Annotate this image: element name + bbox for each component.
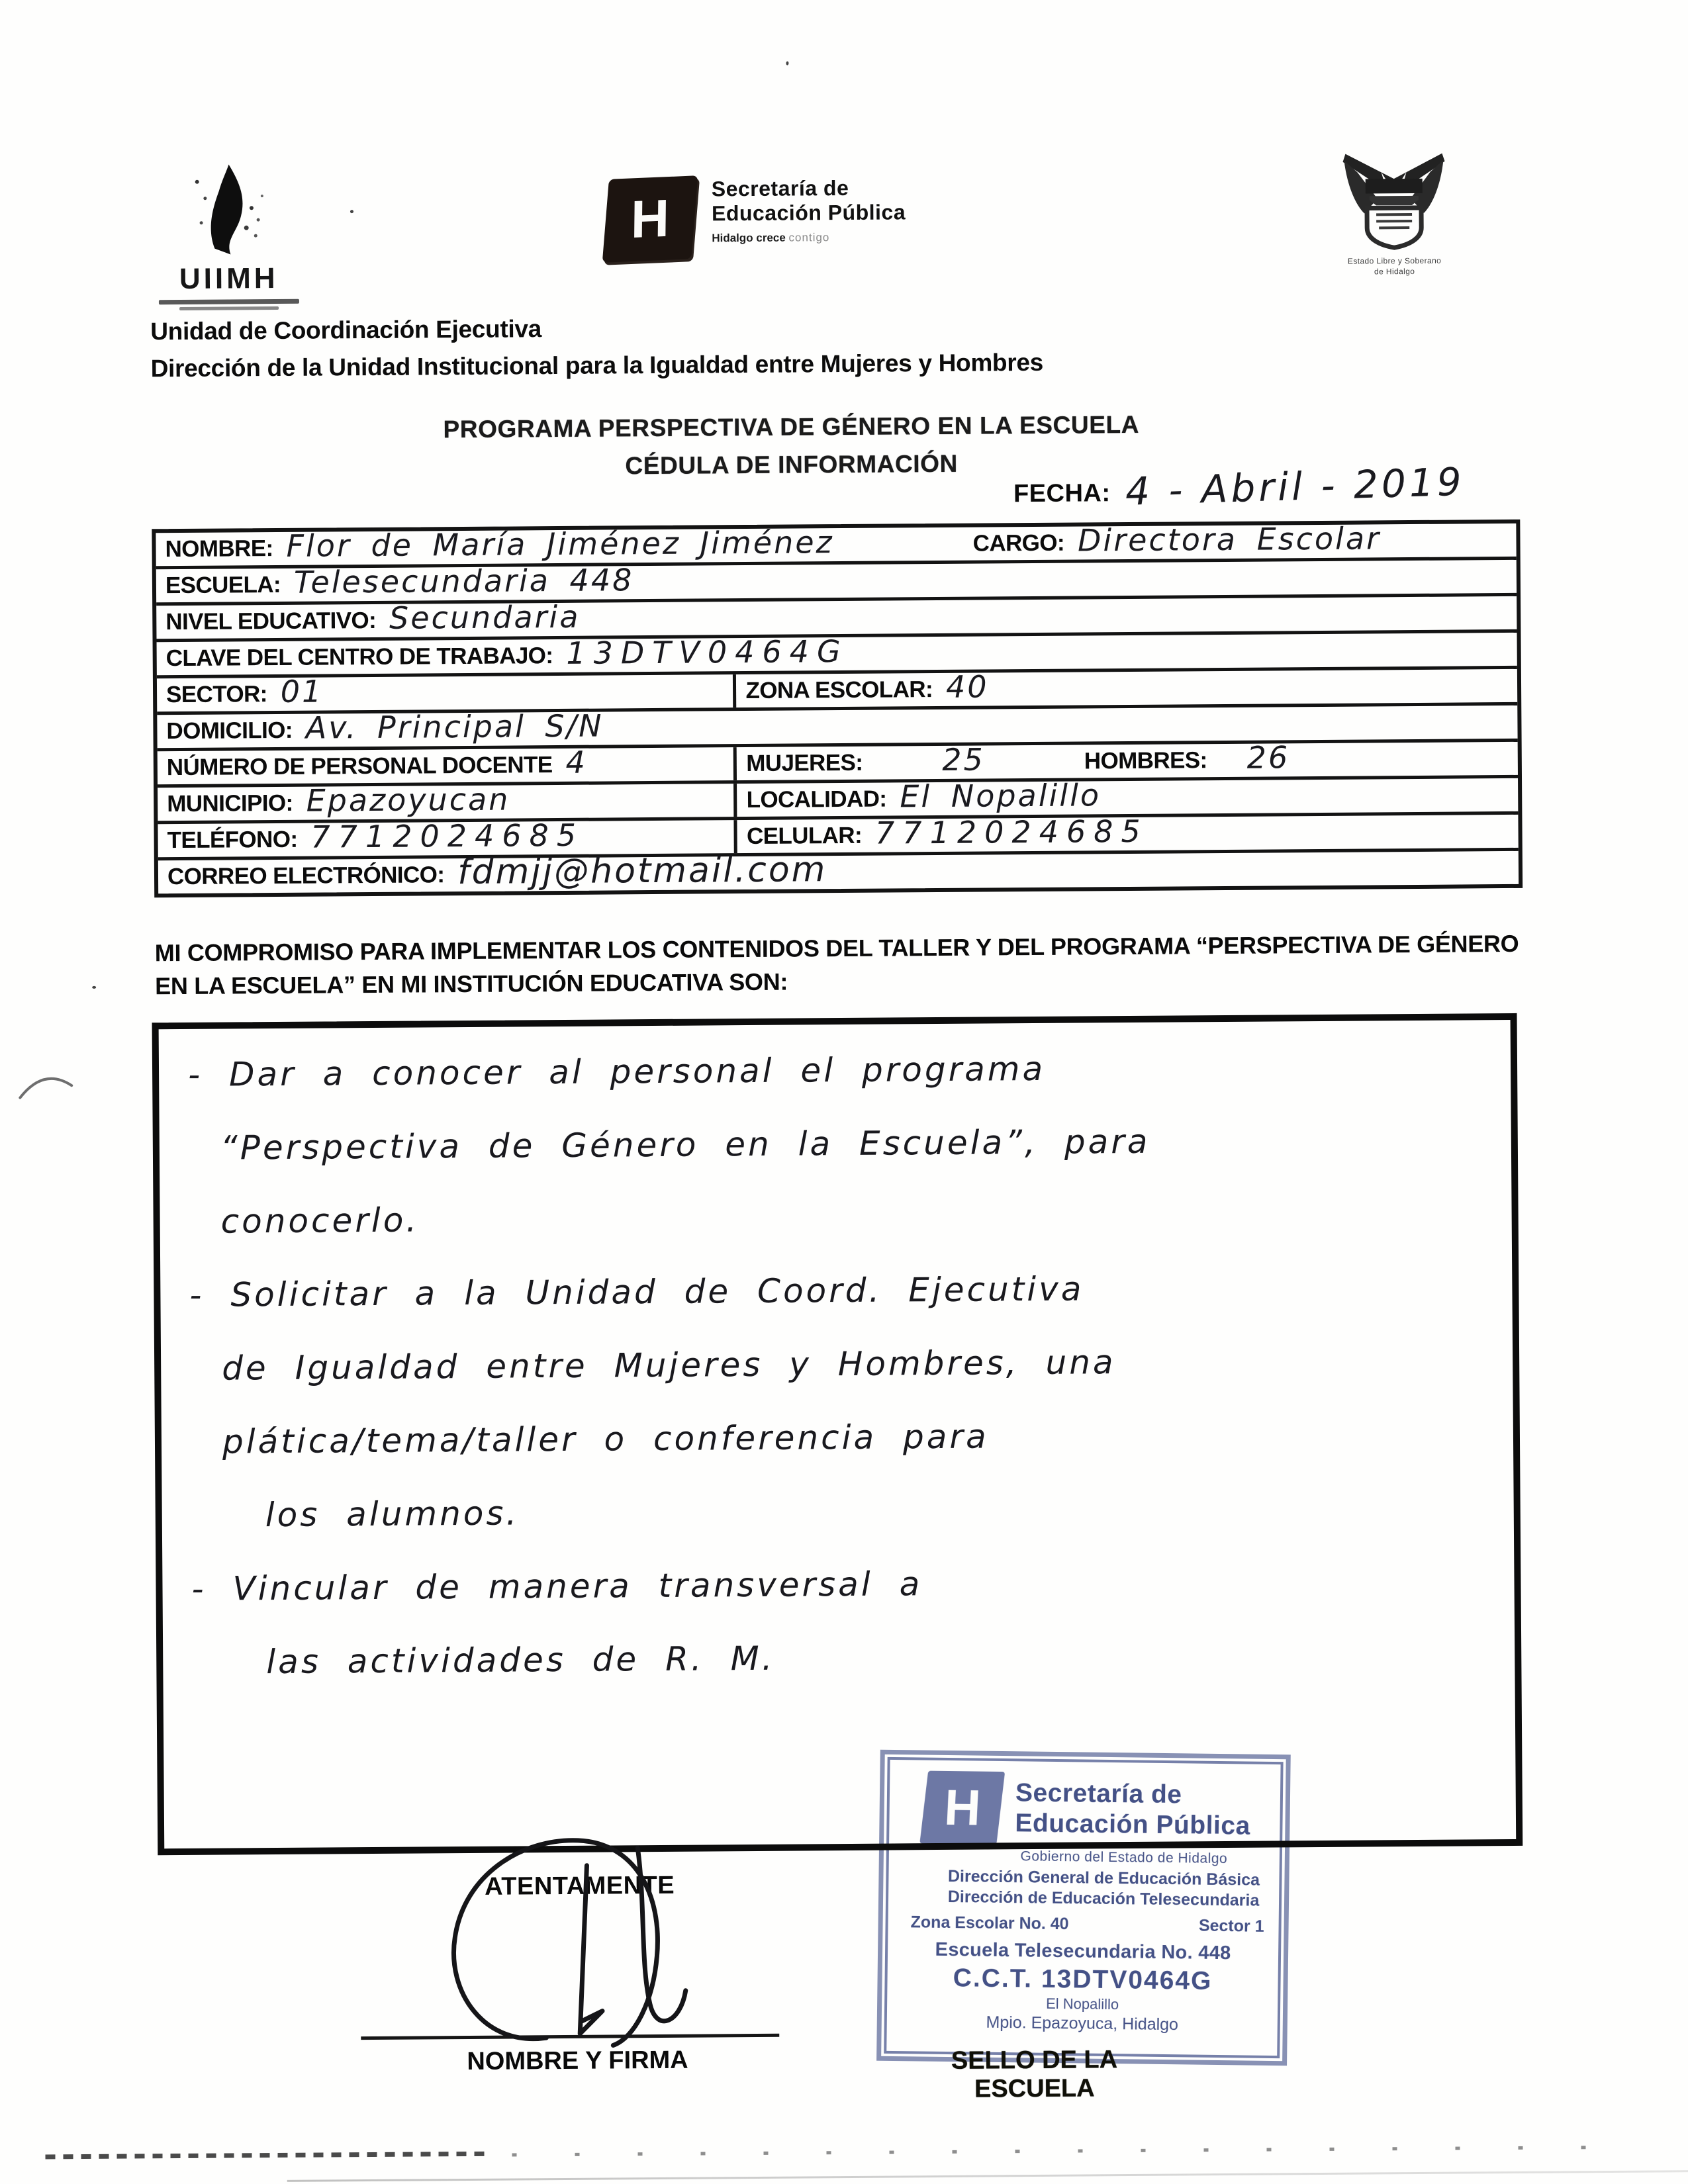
- telefono-label: TELÉFONO:: [167, 826, 298, 854]
- commit-line: plática/tema/taller o conferencia para: [222, 1417, 989, 1461]
- commit-line: las actividades de R. M.: [266, 1639, 775, 1682]
- escuela-label: ESCUELA:: [165, 571, 281, 599]
- cargo-value: Directora Escolar: [1077, 520, 1382, 559]
- stamp-municipio: Mpio. Epazoyuca, Hidalgo: [986, 2013, 1179, 2034]
- scan-speck: [786, 62, 788, 66]
- zona-value: 40: [945, 668, 989, 705]
- cell-municipio: [158, 781, 737, 821]
- mujeres-value: 25: [942, 741, 986, 778]
- handwritten-signature-icon: [416, 1823, 748, 2054]
- correo-value: fdmjj@hotmail.com: [457, 850, 827, 893]
- margin-squiggle-mark: [16, 1066, 77, 1109]
- coat-of-arms-icon: [1337, 152, 1450, 252]
- commit-line: los alumnos.: [265, 1494, 520, 1535]
- scanner-artifact-line: [287, 2170, 1688, 2182]
- sep-name-line1: Secretaría de: [711, 175, 849, 201]
- nombre-value: Flor de María Jiménez Jiménez: [286, 524, 834, 564]
- correo-label: CORREO ELECTRÓNICO:: [167, 862, 445, 890]
- telefono-value: 7712024685: [310, 817, 585, 855]
- stamp-sector: Sector 1: [1198, 1916, 1264, 1936]
- org-header: [150, 307, 1043, 387]
- celular-value: 7712024685: [874, 813, 1149, 851]
- domicilio-label: DOMICILIO:: [166, 717, 293, 745]
- coat-caption-line1: Estado Libre y Soberano: [1347, 255, 1442, 266]
- personal-docente-label: NÚMERO DE PERSONAL DOCENTE: [166, 752, 553, 781]
- sep-hidalgo-logo: [606, 175, 906, 261]
- signature: [416, 1823, 748, 2057]
- commit-line: de Igualdad entre Mujeres y Hombres, una: [221, 1343, 1116, 1388]
- title-line1: PROGRAMA PERSPECTIVA DE GÉNERO EN LA ESCUELA: [443, 410, 1140, 443]
- uiimh-caption-stripe: [159, 299, 299, 304]
- sep-name-line2: Educación Pública: [711, 200, 906, 226]
- stamp-cct: C.C.T. 13DTV0464G: [953, 1964, 1213, 1995]
- stamp-zona: Zona Escolar No. 40: [910, 1913, 1069, 1934]
- stamp-zona-sector-row: [910, 1913, 1264, 1936]
- fecha-label: FECHA:: [1013, 479, 1111, 508]
- cargo-pair: [972, 520, 1382, 559]
- compromiso-intro-line1: MI COMPROMISO PARA IMPLEMENTAR LOS CONTENIDOS DEL TALLER Y DEL PROGRAMA “PERSPECTIVA DE GÉNERO: [154, 929, 1519, 967]
- municipio-value: Epazoyucan: [306, 781, 510, 819]
- commit-line: conocerlo.: [220, 1201, 420, 1241]
- stamp-h-letter: H: [943, 1779, 982, 1837]
- clave-value: 13DTV0464G: [566, 633, 849, 671]
- nivel-label: NIVEL EDUCATIVO:: [165, 607, 377, 635]
- hidalgo-coat-of-arms: [1331, 152, 1457, 277]
- coat-caption-line2: de Hidalgo: [1374, 266, 1415, 277]
- stamp-direccion-general: Dirección General de Educación Básica: [947, 1867, 1260, 1889]
- sector-label: SECTOR:: [165, 681, 267, 708]
- uiimh-caption-stripe: [179, 306, 279, 310]
- title-line2: CÉDULA DE INFORMACIÓN: [625, 449, 959, 480]
- stamp-gobierno: Gobierno del Estado de Hidalgo: [1020, 1848, 1228, 1867]
- stamp-direccion-telesecundaria: Dirección de Educación Telesecundaria: [947, 1888, 1260, 1910]
- nivel-value: Secundaria: [389, 598, 581, 636]
- information-table: [152, 520, 1523, 897]
- stamp-sep-line2: Educación Pública: [1015, 1809, 1250, 1841]
- hombres-pair: [1084, 739, 1290, 776]
- localidad-label: LOCALIDAD:: [746, 786, 887, 813]
- sep-tagline-light: contigo: [788, 231, 830, 244]
- stamp-sep-line1: Secretaría de: [1015, 1778, 1182, 1809]
- stamp-localidad: El Nopalillo: [1045, 1995, 1119, 2013]
- commit-line: - Solicitar a la Unidad de Coord. Ejecutiva: [189, 1269, 1084, 1314]
- scan-speck: [350, 210, 353, 213]
- cell-sector: [157, 674, 737, 711]
- scan-speck: [92, 986, 96, 989]
- cell-domicilio: [157, 705, 1517, 748]
- atentamente-text: ATENTAMENTE: [485, 1871, 675, 1901]
- sep-tagline-bold: Hidalgo crece: [712, 231, 786, 245]
- commit-line: - Vincular de manera transversal a: [191, 1565, 923, 1608]
- sep-logo-text: [712, 175, 906, 245]
- org-line2: Dirección de la Unidad Institucional para la Igualdad entre Mujeres y Hombres: [150, 348, 1044, 383]
- hombres-label: HOMBRES:: [1084, 747, 1207, 774]
- zona-label: ZONA ESCOLAR:: [745, 676, 933, 704]
- cell-localidad: [737, 778, 1518, 817]
- escuela-value: Telesecundaria 448: [293, 562, 634, 600]
- localidad-value: El Nopalillo: [900, 777, 1102, 815]
- sector-value: 01: [280, 673, 324, 709]
- cell-escuela: [156, 560, 1517, 602]
- uiimh-wordmark: UIIMH: [179, 261, 279, 295]
- flame-icon: [171, 161, 285, 261]
- domicilio-value: Av. Principal S/N: [305, 707, 604, 746]
- commitment-box: [152, 1013, 1523, 1855]
- clave-label: CLAVE DEL CENTRO DE TRABAJO:: [165, 643, 553, 672]
- hombres-value: 26: [1246, 739, 1290, 776]
- scanner-artifact-line: [512, 2146, 1637, 2157]
- compromiso-intro: [155, 927, 1519, 1003]
- cell-personal-docente: [158, 744, 737, 784]
- h-letter: H: [630, 188, 670, 250]
- fecha-field: [1013, 459, 1466, 514]
- cargo-label: CARGO:: [972, 529, 1065, 557]
- sep-tagline: [712, 230, 906, 245]
- sello-text: SELLO DE LA ESCUELA: [951, 2046, 1118, 2103]
- hidalgo-h-icon: [602, 175, 698, 263]
- nombre-y-firma-text: NOMBRE Y FIRMA: [467, 2046, 688, 2076]
- scanner-artifact-line: [45, 2152, 485, 2160]
- commit-line: “Perspectiva de Género en la Escuela”, para: [220, 1122, 1150, 1167]
- sello-caption: [888, 2046, 1180, 2105]
- commit-line: - Dar a conocer al personal el programa: [187, 1049, 1046, 1094]
- compromiso-intro-line2: EN LA ESCUELA” EN MI INSTITUCIÓN EDUCATIVA SON:: [155, 968, 788, 1000]
- cell-mujeres-hombres: [737, 739, 1518, 780]
- celular-label: CELULAR:: [746, 822, 863, 850]
- cell-celular: [737, 815, 1519, 853]
- personal-docente-value: 4: [565, 744, 587, 780]
- cell-nombre: [156, 520, 1516, 566]
- stamp-escuela: Escuela Telesecundaria No. 448: [935, 1938, 1231, 1964]
- cell-zona: [736, 669, 1517, 707]
- nombre-label: NOMBRE:: [165, 535, 273, 563]
- mujeres-label: MUJERES:: [746, 749, 863, 777]
- municipio-label: MUNICIPIO:: [167, 790, 293, 817]
- fecha-handwritten-value: 4 - Abril - 2019: [1124, 459, 1466, 514]
- uiimh-logo: [135, 161, 322, 310]
- org-line1: Unidad de Coordinación Ejecutiva: [150, 315, 542, 345]
